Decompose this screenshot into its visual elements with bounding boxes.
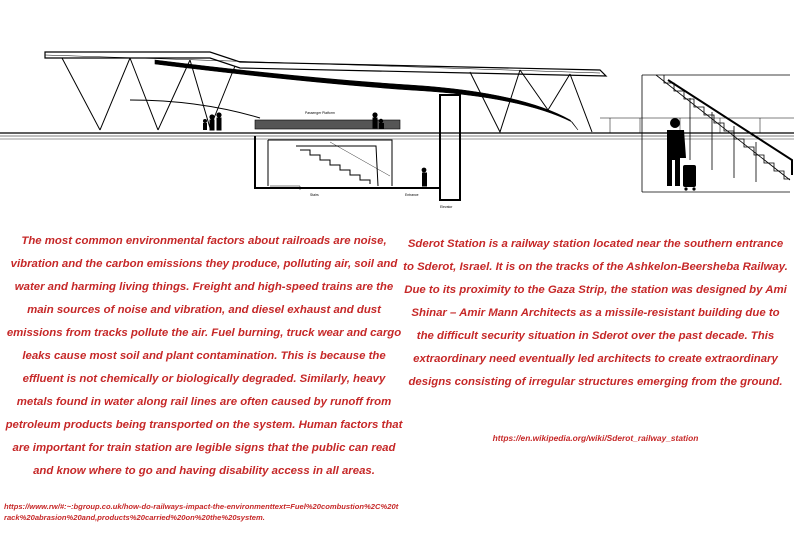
wikipedia-source-link[interactable]: https://en.wikipedia.org/wiki/Sderot_railway_station <box>492 433 699 443</box>
stairs-label: Stairs <box>310 193 319 197</box>
elevator-label: Elevator <box>440 205 453 209</box>
environmental-source-link[interactable]: https://www.rw/#:~:bgroup.co.uk/how-do-railways-impact-the-environmenttext=Fuel%20combustion%2C%20track%20abrasion%20and,products%20carried%20on%20the%20system. <box>4 502 399 522</box>
sderot-station-paragraph: Sderot Station is a railway station located near the southern entrance to Sderot, Israel. It is on the tracks of the Ashkelon-Beersheba Railway. Due to its proximity to the Gaza Strip, the station was designed by Ami Shinar – Amir Mann Architects as a missile-resistant building due to the difficult security situation in Sderot over the past decade. This extraordinary need eventually led architects to create extraordinary designs consisting of irregular structures emerging from the ground. <box>403 238 788 388</box>
station-section-drawing <box>0 0 794 220</box>
platform-label: Passenger Platform <box>305 111 335 115</box>
environmental-factors-paragraph: The most common environmental factors about railroads are noise, vibration and the carbon emissions they produce, polluting air, soil and water and harming living things. Freight and high-speed trains are the main sources of noise and vibration, and diesel exhaust and dust emissions from tracks pollute the air. Fuel burning, truck wear and cargo leaks cause most soil and plant contamination. This is because the effluent is not chemically or biologically degraded. Similarly, heavy metals found in water along rail lines are often caused by runoff from petroleum products being transported on the system. Human factors that are important for train station are legible signs that the public can read and know where to go and having disability access in all areas. <box>5 235 403 477</box>
entrance-label: Entrance <box>405 193 419 197</box>
